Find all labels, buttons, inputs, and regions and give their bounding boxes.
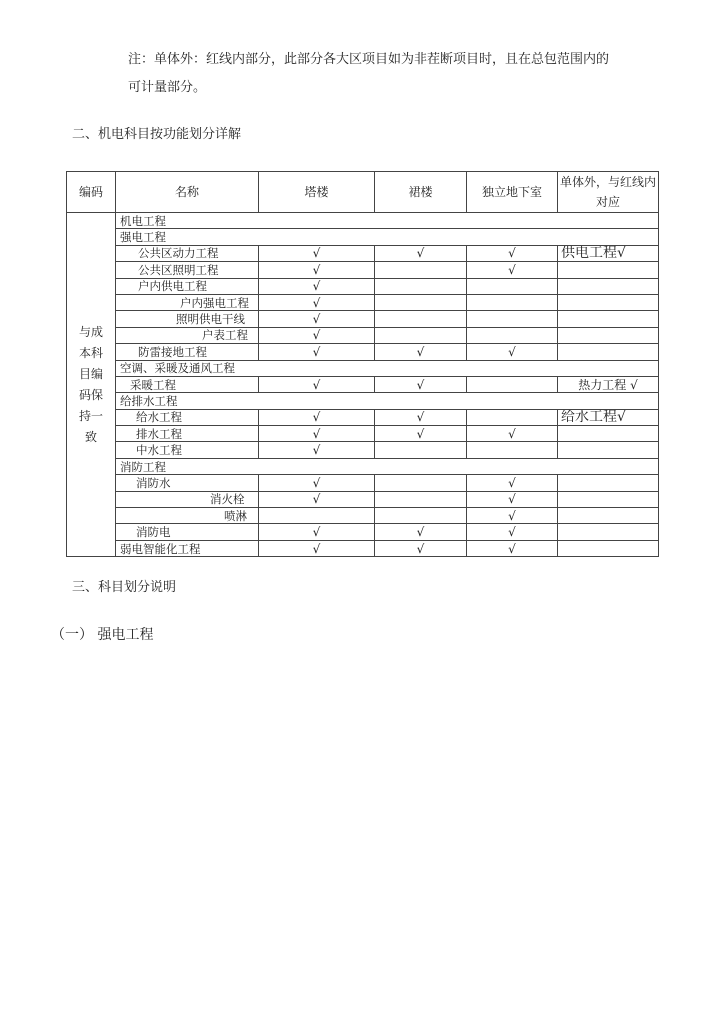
- side-code-note: [67, 213, 116, 557]
- item-name: 户内供电工程: [116, 278, 259, 294]
- item-name: 户内强电工程: [116, 294, 259, 310]
- cell-tower: √: [259, 475, 375, 491]
- item-name: 采暖工程: [116, 376, 259, 392]
- function-division-table: [66, 171, 659, 557]
- table-row: [67, 344, 659, 360]
- header-name: 名称: [116, 172, 259, 213]
- cell-outside: [558, 540, 659, 556]
- item-name: 空调、采暖及通风工程: [116, 360, 659, 376]
- cell-podium: [375, 278, 467, 294]
- table-row: [67, 213, 659, 229]
- item-name: 消防电: [116, 524, 259, 540]
- table-row: [67, 327, 659, 343]
- cell-basement: √: [467, 475, 558, 491]
- table-row: [67, 540, 659, 556]
- header-outside: 单体外，与红线内对应: [558, 172, 659, 213]
- cell-tower: √: [259, 426, 375, 442]
- cell-podium: [375, 491, 467, 507]
- cell-outside: [558, 294, 659, 310]
- cell-tower: √: [259, 327, 375, 343]
- cell-tower: √: [259, 245, 375, 261]
- item-name: 防雷接地工程: [116, 344, 259, 360]
- item-name: 消火栓: [116, 491, 259, 507]
- cell-outside: [558, 278, 659, 294]
- cell-podium: √: [375, 344, 467, 360]
- cell-outside: [558, 344, 659, 360]
- item-name: 照明供电干线: [116, 311, 259, 327]
- table-row: [67, 475, 659, 491]
- cell-outside: [558, 327, 659, 343]
- subsection-1-heading: （一） 强电工程: [51, 627, 154, 643]
- table-row: [67, 311, 659, 327]
- note-line-2: 可计量部分。: [128, 80, 207, 95]
- cell-outside: [558, 426, 659, 442]
- cell-basement: √: [467, 540, 558, 556]
- cell-basement: √: [467, 245, 558, 261]
- item-name: 中水工程: [116, 442, 259, 458]
- cell-tower: √: [259, 524, 375, 540]
- cell-outside: [558, 262, 659, 278]
- cell-basement: √: [467, 524, 558, 540]
- cell-basement: [467, 376, 558, 392]
- item-name: 公共区动力工程: [116, 245, 259, 261]
- table-header-row: [67, 172, 659, 213]
- table-row: [67, 458, 659, 474]
- cell-outside: [558, 524, 659, 540]
- header-podium: 裙楼: [375, 172, 467, 213]
- header-code: 编码: [67, 172, 116, 213]
- cell-outside: [558, 311, 659, 327]
- table-row: [67, 524, 659, 540]
- cell-podium: [375, 442, 467, 458]
- cell-podium: [375, 508, 467, 524]
- cell-tower: √: [259, 540, 375, 556]
- cell-basement: [467, 442, 558, 458]
- table-row: [67, 376, 659, 392]
- cell-outside: 给水工程√: [558, 409, 659, 425]
- item-name: 消防水: [116, 475, 259, 491]
- table-row: [67, 409, 659, 425]
- cell-tower: √: [259, 294, 375, 310]
- header-tower: 塔楼: [259, 172, 375, 213]
- item-name: 机电工程: [116, 213, 659, 229]
- cell-basement: [467, 327, 558, 343]
- cell-tower: √: [259, 311, 375, 327]
- table-row: [67, 245, 659, 261]
- cell-podium: √: [375, 376, 467, 392]
- table-row: [67, 442, 659, 458]
- cell-outside: [558, 491, 659, 507]
- cell-podium: √: [375, 409, 467, 425]
- table-row: [67, 278, 659, 294]
- cell-podium: [375, 327, 467, 343]
- cell-podium: [375, 294, 467, 310]
- cell-podium: [375, 262, 467, 278]
- cell-basement: [467, 409, 558, 425]
- cell-basement: [467, 294, 558, 310]
- section-2-heading: 二、机电科目按功能划分详解: [72, 127, 242, 142]
- item-name: 弱电智能化工程: [116, 540, 259, 556]
- item-name: 给水工程: [116, 409, 259, 425]
- header-basement: 独立地下室: [467, 172, 558, 213]
- cell-basement: √: [467, 426, 558, 442]
- cell-tower: √: [259, 442, 375, 458]
- side-code-note-text: 与成本科目编码保持一致: [78, 324, 103, 444]
- table-row: [67, 491, 659, 507]
- cell-tower: √: [259, 278, 375, 294]
- cell-podium: [375, 475, 467, 491]
- cell-basement: √: [467, 262, 558, 278]
- table-row: [67, 508, 659, 524]
- section-3-heading: 三、科目划分说明: [72, 580, 177, 595]
- cell-basement: √: [467, 344, 558, 360]
- cell-tower: √: [259, 344, 375, 360]
- cell-outside: 供电工程√: [558, 245, 659, 261]
- cell-podium: √: [375, 540, 467, 556]
- cell-basement: [467, 311, 558, 327]
- cell-tower: √: [259, 262, 375, 278]
- table-row: [67, 229, 659, 245]
- item-name: 户表工程: [116, 327, 259, 343]
- item-name: 强电工程: [116, 229, 659, 245]
- cell-podium: √: [375, 245, 467, 261]
- cell-tower: √: [259, 376, 375, 392]
- table-row: [67, 393, 659, 409]
- cell-podium: [375, 311, 467, 327]
- note-line-1: 注：单体外：红线内部分，此部分各大区项目如为非茬断项目时，且在总包范围内的: [128, 52, 610, 67]
- cell-basement: √: [467, 491, 558, 507]
- cell-basement: [467, 278, 558, 294]
- item-name: 喷淋: [116, 508, 259, 524]
- item-name: 公共区照明工程: [116, 262, 259, 278]
- table-row: [67, 426, 659, 442]
- cell-tower: √: [259, 409, 375, 425]
- cell-tower: [259, 508, 375, 524]
- cell-outside: [558, 475, 659, 491]
- item-name: 排水工程: [116, 426, 259, 442]
- cell-outside: [558, 508, 659, 524]
- table-row: [67, 360, 659, 376]
- item-name: 消防工程: [116, 458, 659, 474]
- cell-podium: √: [375, 426, 467, 442]
- item-name: 给排水工程: [116, 393, 659, 409]
- cell-outside: 热力工程 √: [558, 376, 659, 392]
- cell-basement: √: [467, 508, 558, 524]
- cell-outside: [558, 442, 659, 458]
- table-row: [67, 262, 659, 278]
- table-row: [67, 294, 659, 310]
- cell-podium: √: [375, 524, 467, 540]
- cell-tower: √: [259, 491, 375, 507]
